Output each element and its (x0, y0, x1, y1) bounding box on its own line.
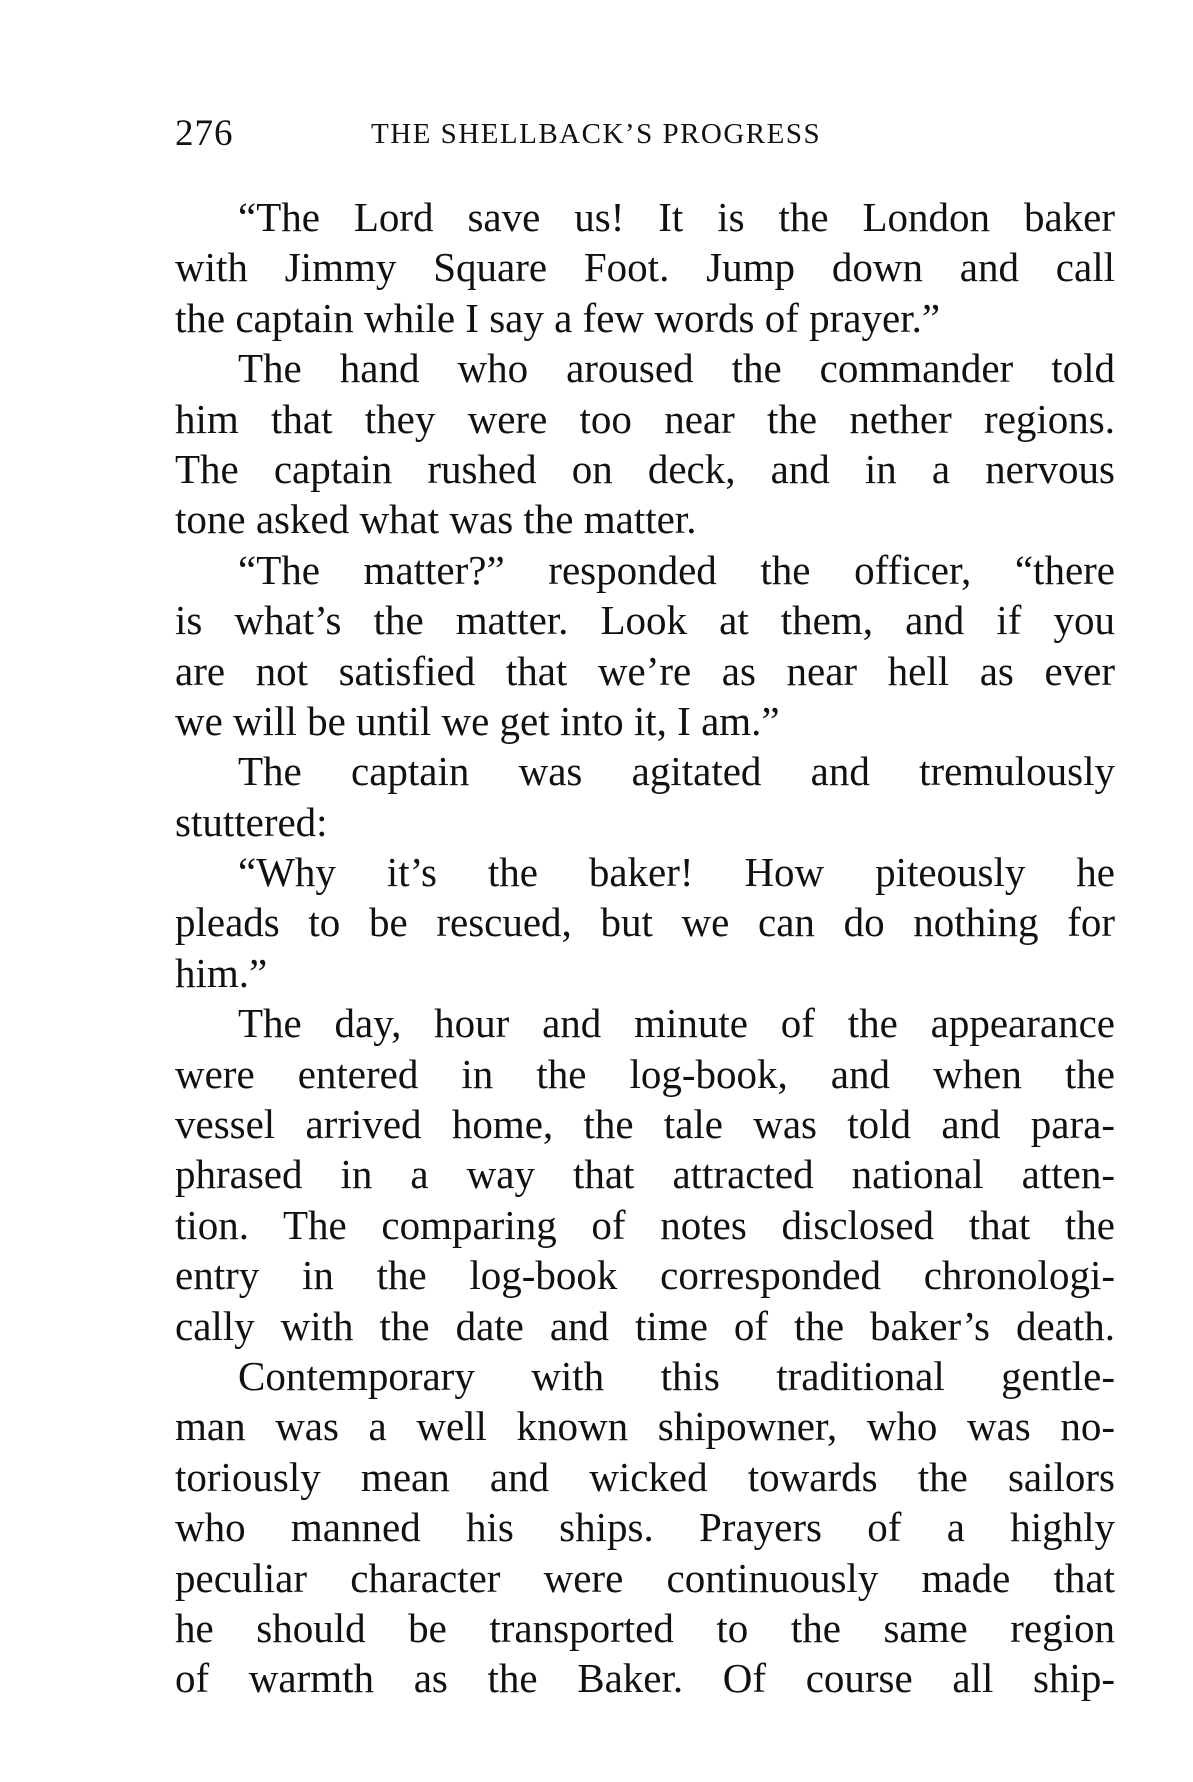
text-line: of warmth as the Baker. Of course all ship- (175, 1655, 1115, 1702)
text-line: “Why it’s the baker! How piteously he (238, 849, 1115, 896)
text-line: who manned his ships. Prayers of a highly (175, 1504, 1115, 1551)
text-line: The day, hour and minute of the appearance (238, 1000, 1115, 1047)
text-line: is what’s the matter. Look at them, and if you (175, 597, 1115, 644)
text-line: phrased in a way that attracted national atten- (175, 1151, 1115, 1198)
text-line: tone asked what was the matter. (175, 496, 697, 543)
text-line: are not satisfied that we’re as near hell as ever (175, 647, 1115, 694)
text-line: The captain was agitated and tremulously (238, 748, 1115, 795)
text-line: toriously mean and wicked towards the sailors (175, 1453, 1115, 1500)
text-line: he should be transported to the same region (175, 1604, 1115, 1651)
body-text (175, 192, 1115, 1704)
text-line: The hand who aroused the commander told (238, 345, 1115, 392)
text-line: The captain rushed on deck, and in a nervous (175, 445, 1115, 492)
text-line: stuttered: (175, 798, 328, 845)
text-line: with Jimmy Square Foot. Jump down and call (175, 244, 1115, 291)
text-line: we will be until we get into it, I am.” (175, 697, 780, 744)
text-line: “The Lord save us! It is the London baker (238, 194, 1115, 240)
text-line: tion. The comparing of notes disclosed that the (175, 1201, 1115, 1248)
text-line: entry in the log-book corresponded chronologi- (175, 1252, 1115, 1299)
text-line: him.” (175, 949, 268, 996)
text-line: Contemporary with this traditional gentle- (238, 1352, 1115, 1399)
text-line: the captain while I say a few words of prayer.” (175, 294, 941, 341)
text-line: “The matter?” responded the officer, “there (238, 546, 1115, 593)
text-line: him that they were too near the nether regions. (175, 395, 1115, 442)
text-line: were entered in the log-book, and when the (175, 1050, 1115, 1097)
text-line: cally with the date and time of the baker’s death. (175, 1302, 1115, 1349)
text-line: pleads to be rescued, but we can do nothing for (175, 899, 1115, 946)
running-title: THE SHELLBACK’S PROGRESS (371, 118, 822, 150)
text-line: peculiar character were continuously made that (175, 1554, 1115, 1601)
text-line: man was a well known shipowner, who was no- (175, 1403, 1115, 1450)
page-header (175, 112, 1115, 162)
text-line: vessel arrived home, the tale was told and para- (175, 1101, 1115, 1148)
page-number: 276 (175, 113, 234, 154)
